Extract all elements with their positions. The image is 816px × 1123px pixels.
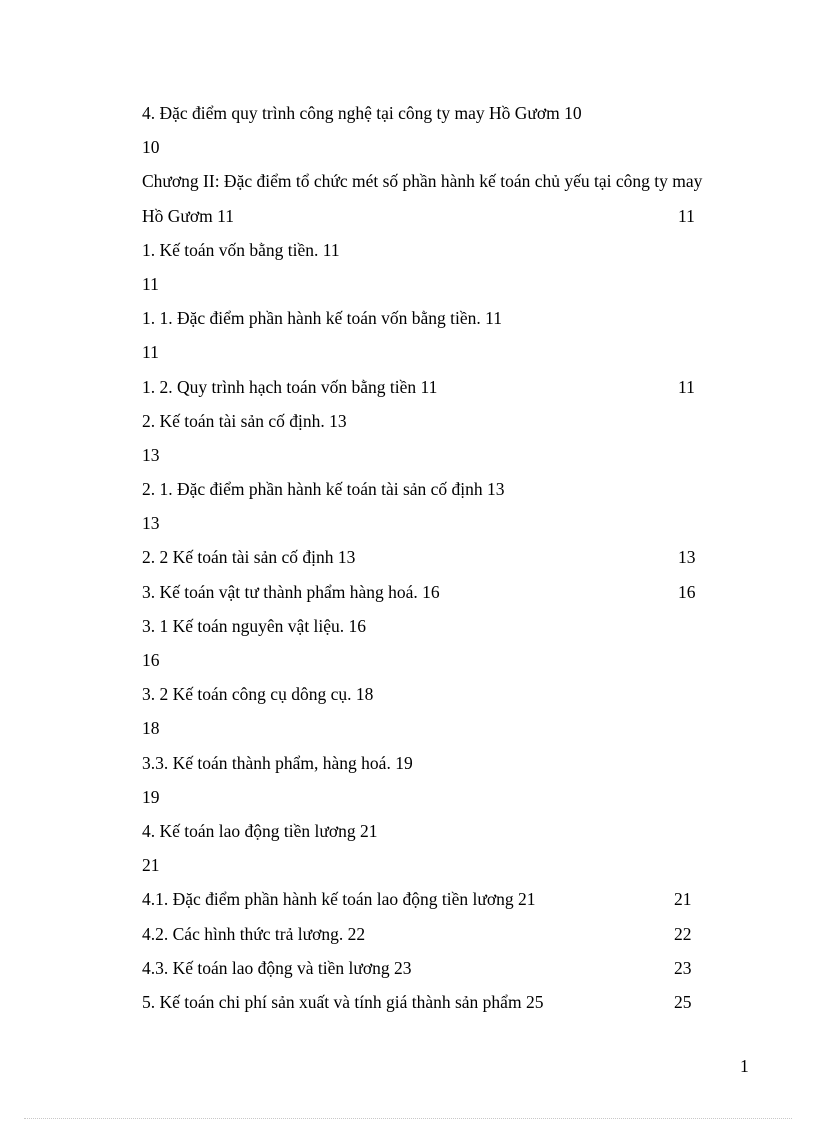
toc-line	[142, 783, 762, 817]
toc-entry-text: 1. Kế toán vốn bằng tiền. 11	[142, 239, 340, 260]
toc-entry-text: 2. 1. Đặc điểm phần hành kế toán tài sản cố định 13	[142, 479, 505, 500]
toc-entry-text: 4. Kế toán lao động tiền lương 21	[142, 820, 378, 841]
toc-page-number: 16	[678, 581, 696, 602]
toc-page-number: 13	[678, 547, 696, 568]
toc-line	[142, 749, 762, 783]
toc-page-number: 11	[678, 205, 695, 226]
toc-page-number: 23	[674, 957, 692, 978]
toc-entry-text: 1. 1. Đặc điểm phần hành kế toán vốn bằng tiền. 11	[142, 308, 502, 329]
toc-line	[142, 817, 762, 851]
toc-entry-text: 3.3. Kế toán thành phẩm, hàng hoá. 19	[142, 752, 413, 773]
toc-line	[142, 441, 762, 475]
toc-line	[142, 851, 762, 885]
toc-line	[142, 509, 762, 543]
toc-entry-text: 4. Đặc điểm quy trình công nghệ tại công ty may Hồ Gươm 10	[142, 103, 582, 123]
toc-line	[142, 236, 762, 270]
toc-entry-text: 21	[142, 855, 160, 876]
toc-line	[142, 578, 762, 612]
toc-line	[142, 612, 762, 646]
table-of-contents	[142, 99, 762, 1022]
toc-line	[142, 99, 762, 133]
toc-entry-text: 4.3. Kế toán lao động và tiền lương 23	[142, 957, 412, 978]
toc-entry-text: 13	[142, 513, 160, 534]
toc-line	[142, 373, 762, 407]
toc-entry-text: 4.2. Các hình thức trả lương. 22	[142, 923, 366, 944]
toc-entry-text: 3. 1 Kế toán nguyên vật liệu. 16	[142, 615, 367, 636]
toc-entry-text: 13	[142, 444, 160, 465]
toc-line	[142, 988, 762, 1022]
page-number: 1	[740, 1056, 749, 1076]
toc-line	[142, 304, 762, 338]
toc-line	[142, 202, 762, 236]
toc-line	[142, 475, 762, 509]
toc-entry-text: 2. 2 Kế toán tài sản cố định 13	[142, 547, 356, 568]
toc-line	[142, 167, 762, 201]
toc-line	[142, 714, 762, 748]
toc-entry-text: 4.1. Đặc điểm phần hành kế toán lao động tiền lương 21	[142, 889, 536, 910]
toc-line	[142, 885, 762, 919]
toc-entry-text: 16	[142, 650, 160, 670]
toc-entry-text: 1. 2. Quy trình hạch toán vốn bằng tiền 11	[142, 376, 438, 397]
toc-line	[142, 954, 762, 988]
toc-line	[142, 270, 762, 304]
toc-line	[142, 338, 762, 372]
toc-line	[142, 407, 762, 441]
toc-entry-text: 3. 2 Kế toán công cụ dông cụ. 18	[142, 684, 374, 705]
toc-line	[142, 543, 762, 577]
toc-line	[142, 646, 762, 680]
toc-page-number: 11	[678, 376, 695, 397]
toc-entry-text: 11	[142, 273, 159, 294]
toc-page-number: 22	[674, 923, 692, 944]
toc-entry-text: 11	[142, 342, 159, 363]
toc-line	[142, 920, 762, 954]
toc-entry-text: 18	[142, 718, 160, 739]
page-bottom-divider	[24, 1118, 792, 1119]
toc-entry-text: 19	[142, 786, 160, 807]
toc-entry-text: Hồ Gươm 11	[142, 205, 234, 226]
toc-entry-text: 5. Kế toán chi phí sản xuất và tính giá thành sản phẩm 25	[142, 991, 544, 1012]
toc-line	[142, 680, 762, 714]
toc-entry-text: 10	[142, 137, 160, 158]
toc-entry-text: 2. Kế toán tài sản cố định. 13	[142, 410, 347, 431]
toc-line	[142, 133, 762, 167]
toc-entry-text: Chương II: Đặc điểm tổ chức mét số phần hành kế toán chủ yếu tại công ty may	[142, 171, 703, 192]
toc-entry-text: 3. Kế toán vật tư thành phẩm hàng hoá. 16	[142, 581, 440, 602]
toc-page-number: 25	[674, 991, 692, 1012]
toc-page-number: 21	[674, 889, 692, 910]
